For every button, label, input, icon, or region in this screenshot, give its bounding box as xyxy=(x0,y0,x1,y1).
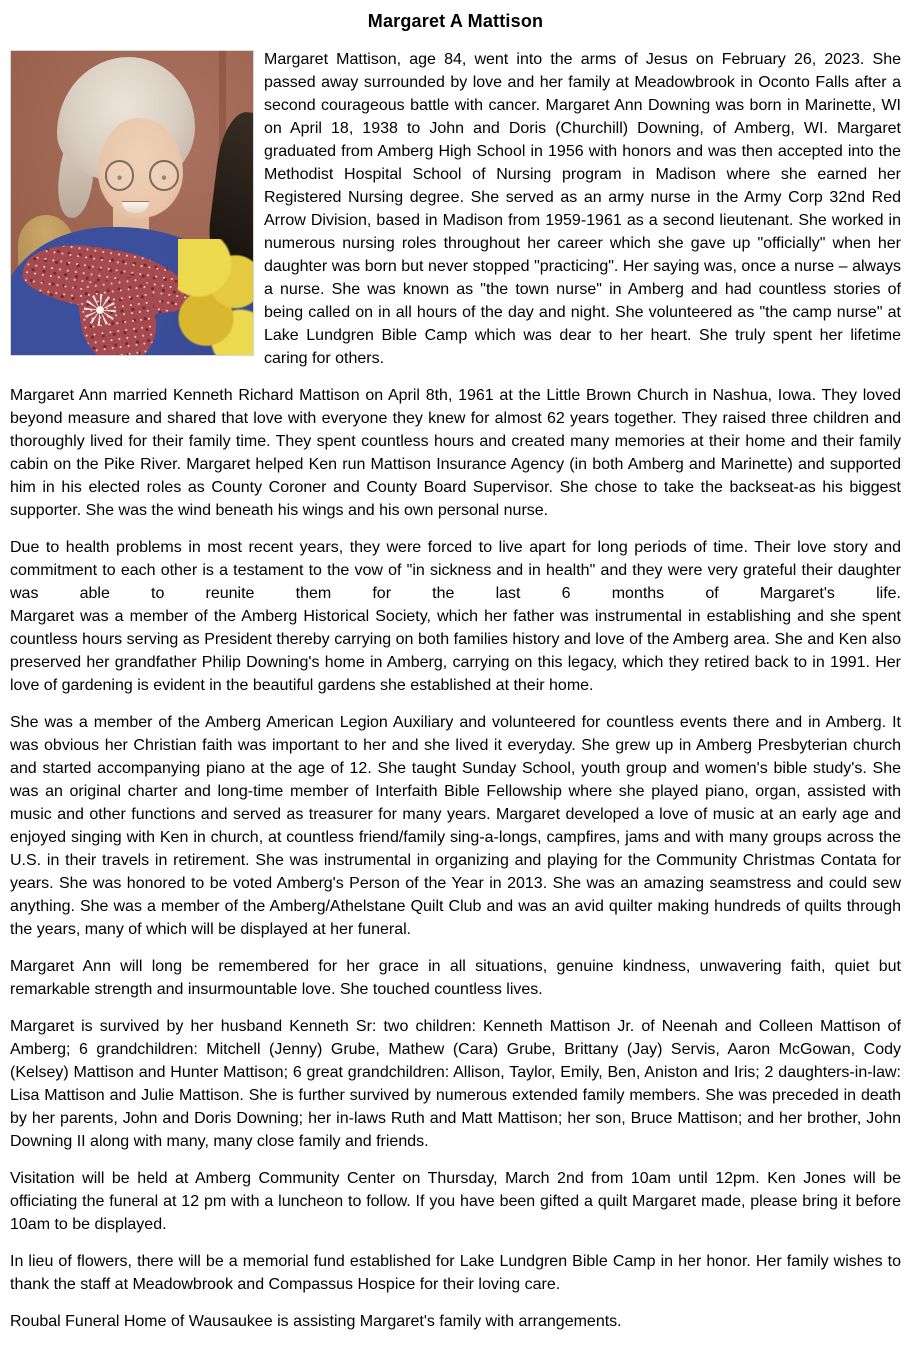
page-title: Margaret A Mattison xyxy=(367,11,544,31)
paragraph: In lieu of flowers, there will be a memorial fund established for Lake Lundgren Bible Camp in her honor. Her family wishes to thank the staff at Meadowbrook and Compassus Hospice for their loving care. xyxy=(10,1253,901,1293)
glasses-lens-left xyxy=(105,160,134,190)
paragraph: Margaret Ann married Kenneth Richard Mattison on April 8th, 1961 at the Little Brown Church in Nashua, Iowa. They loved beyond measure and shared that love with everyone they knew for almost 62 years together. They raised three children and thoroughly lived for their family time. They spent countless hours and created many memories at their home and their family cabin on the Pike River. Margaret helped Ken run Mattison Insurance Agency (in both Amberg and Marinette) and supported him in his elected roles as County Coroner and County Board Supervisor. She chose to take the backseat-as his biggest supporter. She was the wind beneath his wings and his own personal nurse. xyxy=(10,387,901,519)
paragraph: Margaret Ann will long be remembered for her grace in all situations, genuine kindness, unwavering faith, quiet but remarkable strength and insurmountable love. She touched countless lives. xyxy=(10,958,901,998)
glasses-lens-right xyxy=(149,160,178,190)
paragraph: She was a member of the Amberg American Legion Auxiliary and volunteered for countless events there and in Amberg. It was obvious her Christian faith was important to her and she lived it everyday. She grew up in Amberg Presbyterian church and started accompanying piano at the age of 12. She taught Sunday School, youth group and women's bible study's. She was an original charter and long-time member of Interfaith Bible Fellowship where she played piano, organ, assisted with music and other functions and served as treasurer for many years. Margaret developed a love of music at an early age and enjoyed singing with Ken in church, at countless friend/family sing-a-longs, campfires, jams and with many groups across the U.S. in their travels in retirement. She was instrumental in organizing and playing for the Community Christmas Contata for years. She was honored to be voted Amberg's Person of the Year in 2013. She was an amazing seamstress and could sew anything. She was a member of the Amberg/Athelstane Quilt Club and was an avid quilter making hundreds of quilts through the years, many of which will be displayed at her funeral. xyxy=(10,714,901,938)
paragraph: Roubal Funeral Home of Wausaukee is assisting Margaret's family with arrangements. xyxy=(10,1313,622,1330)
paragraph-segment: Due to health problems in most recent years, they were forced to live apart for long periods of time. Their love story and commitment to each other is a testament to the vow of "in sickness and in health" and they were very grateful their daughter was able to reunite them for the last 6 months of Margaret's life. xyxy=(10,539,901,602)
portrait-photo xyxy=(10,50,254,356)
paragraph-segment: Margaret was a member of the Amberg Historical Society, which her father was instrumental in establishing and she spent countless hours serving as President thereby carrying on both families history and love of the Amberg area. She and Ken also preserved her grandfather Philip Downing's home in Amberg, carrying on this legacy, which they retired back to in 1991. Her love of gardening is evident in the beautiful gardens she established at their home. xyxy=(10,608,901,694)
paragraph: Margaret is survived by her husband Kenneth Sr: two children: Kenneth Mattison Jr. of Neenah and Colleen Mattison of Amberg; 6 grandchildren: Mitchell (Jenny) Grube, Mathew (Cara) Grube, Brittany (Jay) Servis, Aaron McGowan, Cody (Kelsey) Mattison and Hunter Mattison; 6 great grandchildren: Allison, Taylor, Emily, Ben, Aniston and Iris; 2 daughters-in-law: Lisa Mattison and Julie Mattison. She is further survived by numerous extended family members. She was preceded in death by her parents, John and Doris Downing; her in-laws Ruth and Matt Mattison; her son, Bruce Mattison; and her brother, John Downing II along with many, many close family and friends. xyxy=(10,1018,901,1150)
obituary-body xyxy=(10,48,901,1333)
glasses-icon xyxy=(103,160,180,190)
paragraph xyxy=(10,536,901,697)
paragraph: Margaret Mattison, age 84, went into the arms of Jesus on February 26, 2023. She passed away surrounded by love and her family at Meadowbrook in Oconto Falls after a second courageous battle with cancer. Margaret Ann Downing was born in Marinette, WI on April 18, 1938 to John and Doris (Churchill) Downing, of Amberg, WI. Margaret graduated from Amberg High School in 1956 with honors and was then accepted into the Methodist Hospital School of Nursing program in Madison where she earned her Registered Nursing degree. She served as an army nurse in the Army Corp 32nd Red Arrow Division, based in Madison from 1959-1961 as a second lieutenant. She worked in numerous nursing roles throughout her career which she gave up "officially" when her daughter was born but never stopped "practicing". Her saying was, once a nurse – always a nurse. She was known as "the town nurse" in Amberg and had countless stories of being called on in all hours of the day and night. She volunteered as "the camp nurse" at Lake Lundgren Bible Camp which was dear to her heart. She truly spent her lifetime caring for others. xyxy=(264,51,901,367)
flower-pin-icon xyxy=(84,294,116,326)
photo-yellow-flowers xyxy=(178,239,254,356)
paragraph: Visitation will be held at Amberg Community Center on Thursday, March 2nd from 10am until 12pm. Ken Jones will be officiating the funeral at 12 pm with a luncheon to follow. If you have been gifted a quilt Margaret made, please bring it before 10am to be displayed. xyxy=(10,1170,901,1233)
